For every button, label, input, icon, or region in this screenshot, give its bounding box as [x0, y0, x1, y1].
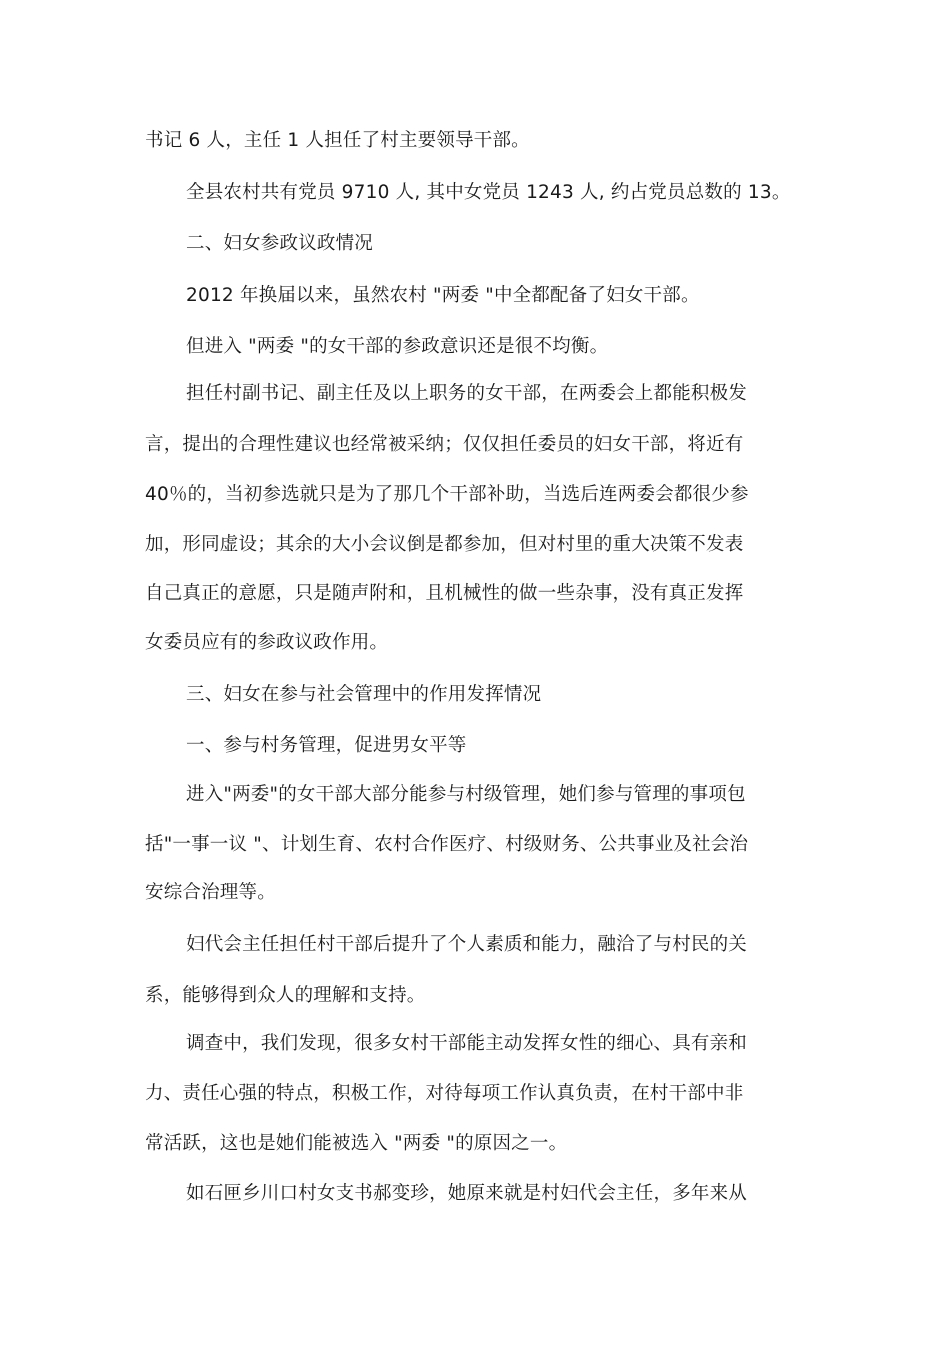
text-line: 妇代会主任担任村干部后提升了个人素质和能力，融洽了与村民的关 [186, 934, 748, 955]
text-line: 如石匣乡川口村女支书郝变珍，她原来就是村妇代会主任，多年来从 [186, 1183, 748, 1204]
text-line: 但进入 "两委 "的女干部的参政意识还是很不均衡。 [186, 336, 609, 357]
text-line: 力、责任心强的特点，积极工作，对待每项工作认真负责，在村干部中非 [145, 1083, 744, 1104]
subsection-heading: 一、参与村务管理，促进男女平等 [186, 735, 467, 756]
text-line: 调查中，我们发现，很多女村干部能主动发挥女性的细心、具有亲和 [186, 1033, 748, 1054]
text-line: 书记 6 人，主任 1 人担任了村主要领导干部。 [145, 130, 530, 151]
text-line: 自己真正的意愿，只是随声附和，且机械性的做一些杂事，没有真正发挥 [145, 583, 744, 604]
text-line: 2012 年换届以来，虽然农村 "两委 "中全都配备了妇女干部。 [186, 285, 700, 306]
text-line: 言，提出的合理性建议也经常被采纳；仅仅担任委员的妇女干部，将近有 [145, 434, 744, 455]
text-line: 进入"两委"的女干部大部分能参与村级管理，她们参与管理的事项包 [186, 784, 746, 805]
text-line: 全县农村共有党员 9710 人, 其中女党员 1243 人, 约占党员总数的 13。 [186, 182, 791, 203]
text-line: 加，形同虚设；其余的大小会议倒是都参加，但对村里的重大决策不发表 [145, 534, 744, 555]
text-line: 担任村副书记、副主任及以上职务的女干部，在两委会上都能积极发 [186, 383, 748, 404]
section-heading: 二、妇女参政议政情况 [186, 233, 374, 254]
text-line: 安综合治理等。 [145, 882, 276, 903]
text-line: 40％的，当初参选就只是为了那几个干部补助，当选后连两委会都很少参 [145, 484, 749, 505]
text-line: 女委员应有的参政议政作用。 [145, 632, 389, 653]
text-line: 括"一事一议 "、计划生育、农村合作医疗、村级财务、公共事业及社会治 [145, 834, 749, 855]
text-line: 系，能够得到众人的理解和支持。 [145, 985, 426, 1006]
section-heading: 三、妇女在参与社会管理中的作用发挥情况 [186, 684, 542, 705]
text-line: 常活跃，这也是她们能被选入 "两委 "的原因之一。 [145, 1133, 568, 1154]
